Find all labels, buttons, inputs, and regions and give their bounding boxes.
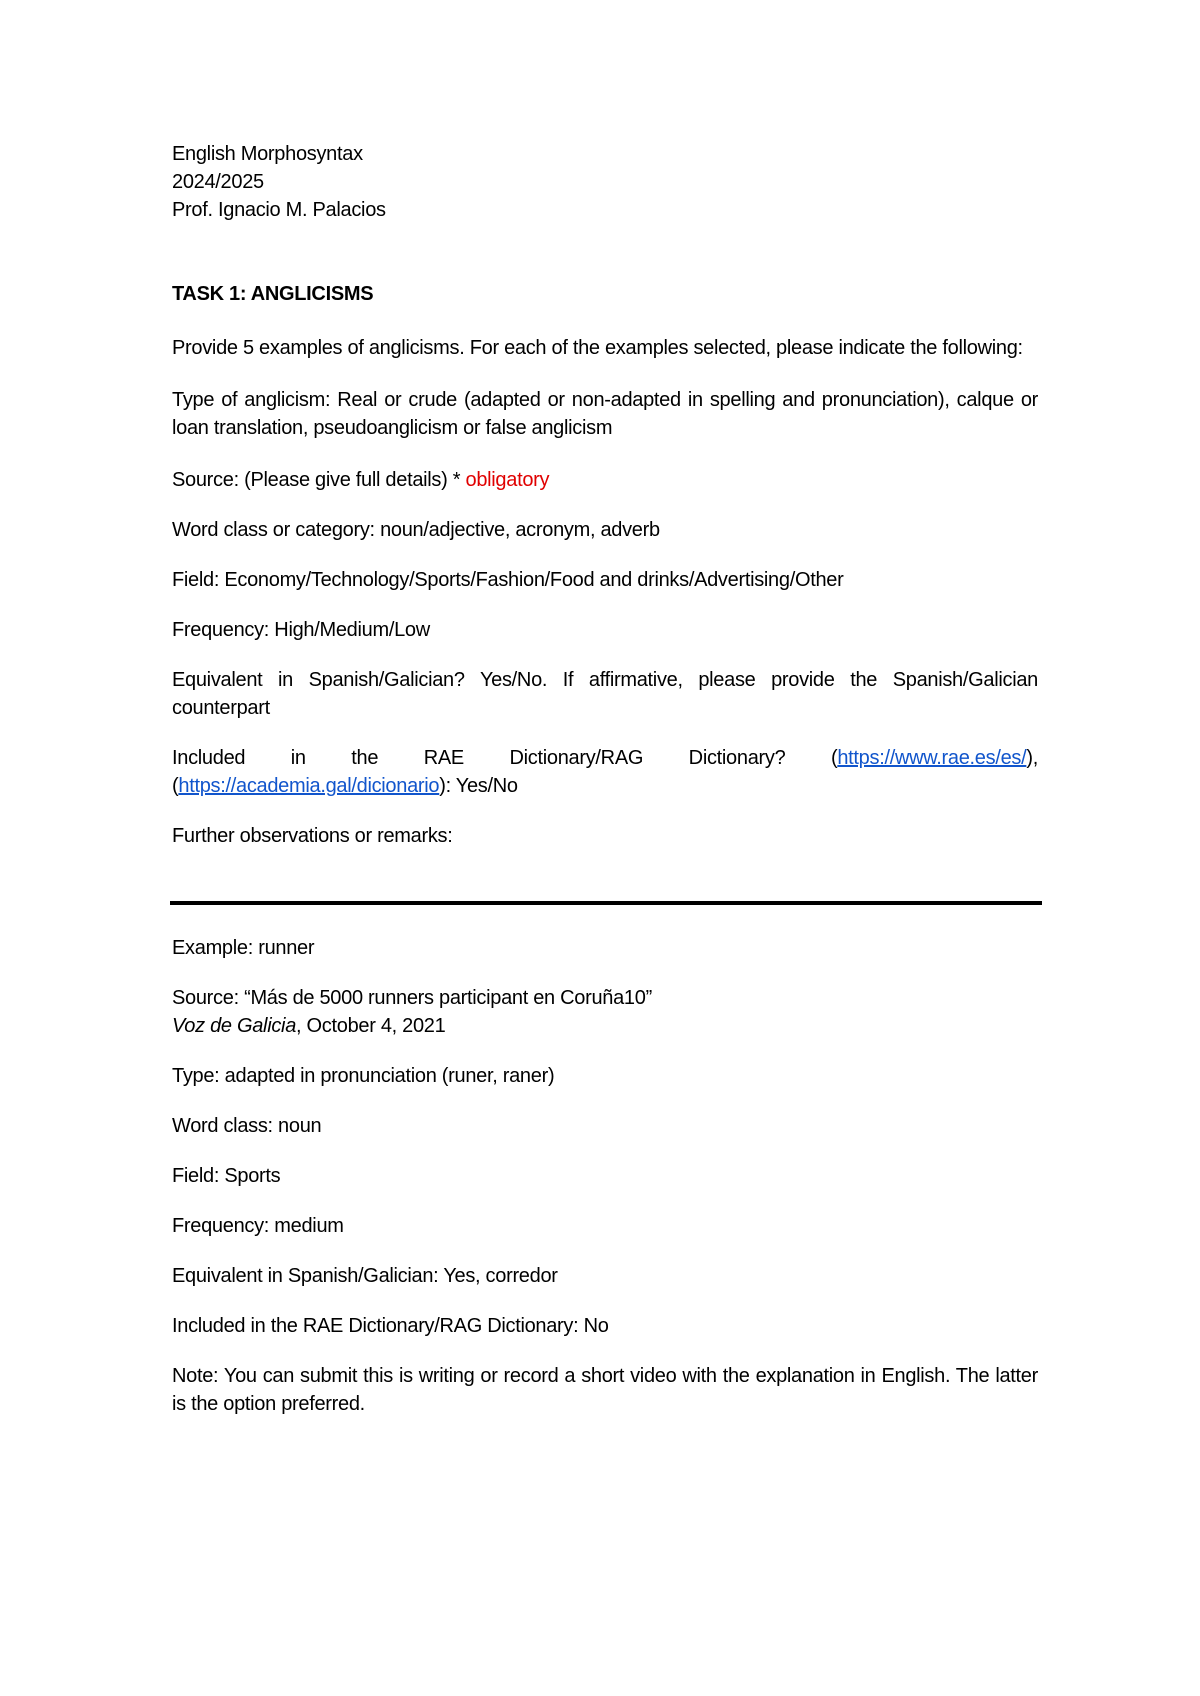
submission-note: Note: You can submit this is writing or record a short video with the explanation in English. The latter is the option preferred.	[172, 1365, 1038, 1415]
source-instruction-label: Source: (Please give full details) *	[172, 469, 461, 491]
included-suffix: ): Yes/No	[439, 775, 518, 797]
rae-link[interactable]: https://www.rae.es/es/	[837, 747, 1027, 769]
example-frequency: Frequency: medium	[172, 1215, 344, 1237]
example-word-class: Word class: noun	[172, 1115, 322, 1137]
example-source-citation	[172, 1015, 445, 1037]
example-type: Type: adapted in pronunciation (runer, raner)	[172, 1065, 555, 1087]
included-mid: ), (	[172, 747, 1038, 797]
professor-name: Prof. Ignacio M. Palacios	[172, 199, 386, 221]
task-intro: Provide 5 examples of anglicisms. For each of the examples selected, please indicate the following:	[172, 337, 1023, 359]
included-prefix: Included in the RAE Dictionary/RAG Dictionary? (	[172, 747, 838, 769]
task-title: TASK 1: ANGLICISMS	[172, 283, 374, 305]
observations-instruction: Further observations or remarks:	[172, 825, 453, 847]
example-equivalent: Equivalent in Spanish/Galician: Yes, corredor	[172, 1265, 558, 1287]
document-header	[172, 140, 1038, 224]
source-instruction	[172, 466, 1038, 494]
included-instruction	[172, 744, 1038, 800]
obligatory-label: obligatory	[465, 469, 550, 491]
example-word: Example: runner	[172, 937, 315, 959]
example-field: Field: Sports	[172, 1165, 281, 1187]
field-instruction: Field: Economy/Technology/Sports/Fashion/Food and drinks/Advertising/Other	[172, 569, 844, 591]
example-source	[172, 984, 1038, 1040]
academic-year: 2024/2025	[172, 171, 264, 193]
example-source-headline: Source: “Más de 5000 runners participant en Coruña10”	[172, 987, 652, 1009]
rag-link[interactable]: https://academia.gal/dicionario	[178, 775, 440, 797]
equivalent-instruction: Equivalent in Spanish/Galician? Yes/No. If affirmative, please provide the Spanish/Galician counterpart	[172, 669, 1038, 719]
example-included: Included in the RAE Dictionary/RAG Dictionary: No	[172, 1315, 609, 1337]
document-content	[172, 140, 1038, 1418]
example-source-publication: Voz de Galicia	[172, 1015, 297, 1037]
course-name: English Morphosyntax	[172, 143, 363, 165]
frequency-instruction: Frequency: High/Medium/Low	[172, 619, 430, 641]
example-source-date: , October 4, 2021	[296, 1015, 446, 1037]
type-instruction: Type of anglicism: Real or crude (adapted or non-adapted in spelling and pronunciation), calque or loan translation, pseudoanglicism or false anglicism	[172, 389, 1038, 439]
word-class-instruction: Word class or category: noun/adjective, acronym, adverb	[172, 519, 660, 541]
